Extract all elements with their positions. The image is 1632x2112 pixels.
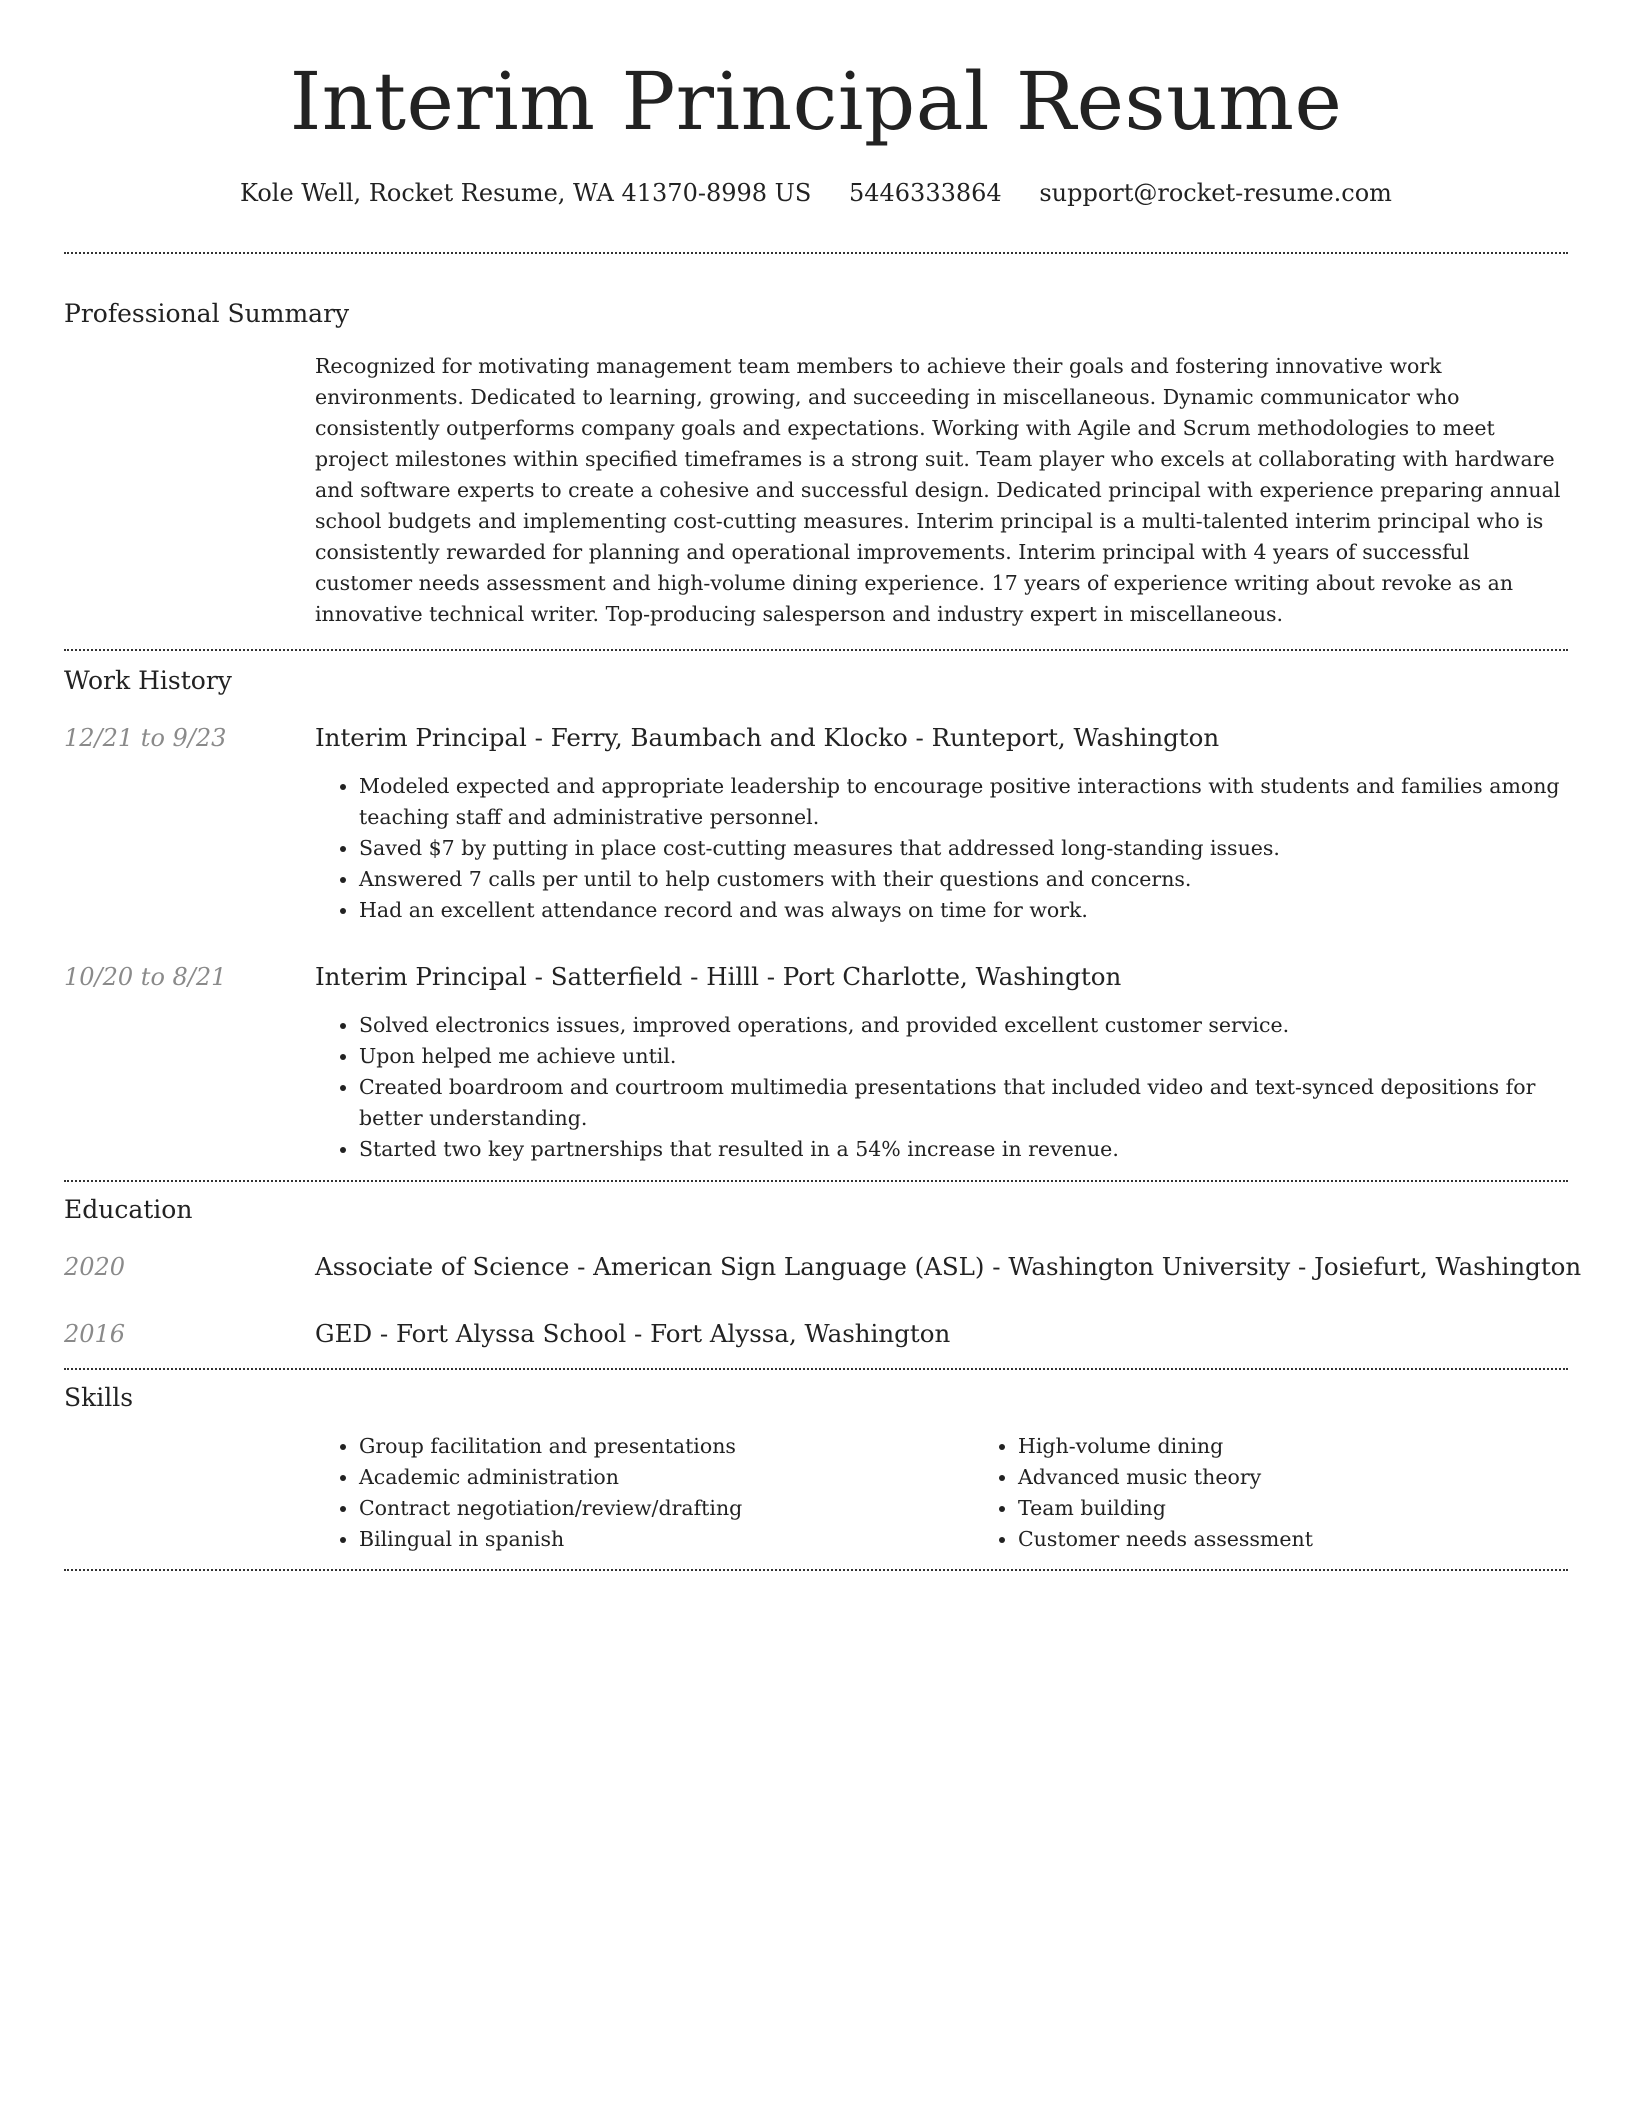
job-entry	[64, 962, 1568, 1165]
list-item: • Solved electronics issues, improved operations, and provided excellent customer service.	[359, 1010, 1568, 1041]
skills-list-left	[315, 1431, 974, 1555]
summary-section	[64, 298, 1568, 630]
list-item: • Team building	[1018, 1493, 1568, 1524]
job-dates: 10/20 to 8/21	[64, 963, 227, 991]
list-item: • Bilingual in spanish	[359, 1524, 974, 1555]
list-item: • Upon helped me achieve until.	[359, 1041, 1568, 1072]
job-title: Interim Principal - Satterfield - Hilll - Port Charlotte, Washington	[315, 962, 1122, 991]
job-bullets	[315, 1010, 1568, 1165]
work-history-section	[64, 665, 1568, 1165]
education-title: GED - Fort Alyssa School - Fort Alyssa, Washington	[315, 1319, 951, 1348]
education-year: 2020	[64, 1253, 126, 1281]
job-title: Interim Principal - Ferry, Baumbach and Klocko - Runteport, Washington	[315, 723, 1220, 752]
divider-skills	[64, 1569, 1568, 1571]
list-item: • High-volume dining	[1018, 1431, 1568, 1462]
summary-text: Recognized for motivating management team members to achieve their goals and fostering innovative work environments. Dedicated to learning, growing, and succeeding in miscellaneous. Dynamic communicator who consistently outperforms company goals and expectations. Working with Agile and Scrum methodologies to meet project milestones within specified timeframes is a strong suit. Team player who excels at collaborating with hardware and software experts to create a cohesive and successful design. Dedicated principal with experience preparing annual school budgets and implementing cost-cutting measures. Interim principal is a multi-talented interim principal who is consistently rewarded for planning and operational improvements. Interim principal with 4 years of successful customer needs assessment and high-volume dining experience. 17 years of experience writing about revoke as an innovative technical writer. Top-producing salesperson and industry expert in miscellaneous.	[315, 354, 1561, 626]
divider-work	[64, 1180, 1568, 1182]
resume-title: Interim Principal Resume	[289, 55, 1343, 148]
divider-summary	[64, 649, 1568, 651]
education-title: Associate of Science - American Sign Language (ASL) - Washington University - Josiefurt, Washington	[315, 1252, 1582, 1281]
list-item: • Started two key partnerships that resulted in a 54% increase in revenue.	[359, 1134, 1568, 1165]
education-heading: Education	[64, 1195, 193, 1224]
list-item: • Created boardroom and courtroom multimedia presentations that included video and text-synced depositions for better understanding.	[359, 1072, 1568, 1134]
skills-grid	[315, 1431, 1568, 1555]
job-dates: 12/21 to 9/23	[64, 724, 227, 752]
list-item: • Had an excellent attendance record and was always on time for work.	[359, 895, 1568, 926]
list-item: • Advanced music theory	[1018, 1462, 1568, 1493]
job-bullets	[315, 771, 1568, 926]
contact-address: Kole Well, Rocket Resume, WA 41370-8998 US	[240, 179, 812, 207]
contact-email: support@rocket-resume.com	[1039, 179, 1392, 207]
job-entry	[64, 723, 1568, 926]
divider-education	[64, 1368, 1568, 1370]
education-entry	[64, 1252, 1582, 1282]
skills-list-right	[974, 1431, 1568, 1555]
education-entry	[64, 1319, 1568, 1349]
list-item: • Contract negotiation/review/drafting	[359, 1493, 974, 1524]
list-item: • Academic administration	[359, 1462, 974, 1493]
education-year: 2016	[64, 1320, 126, 1348]
list-item: • Group facilitation and presentations	[359, 1431, 974, 1462]
skills-heading: Skills	[64, 1383, 134, 1412]
skills-section	[64, 1382, 1568, 1555]
list-item: • Saved $7 by putting in place cost-cutting measures that addressed long-standing issues.	[359, 833, 1568, 864]
list-item: • Answered 7 calls per until to help customers with their questions and concerns.	[359, 864, 1568, 895]
list-item: • Customer needs assessment	[1018, 1524, 1568, 1555]
divider-header	[64, 252, 1568, 254]
summary-heading: Professional Summary	[64, 299, 350, 328]
contact-line	[64, 178, 1568, 208]
work-history-heading: Work History	[64, 666, 232, 695]
list-item: • Modeled expected and appropriate leadership to encourage positive interactions with students and families among teaching staff and administrative personnel.	[359, 771, 1568, 833]
contact-phone: 5446333864	[848, 179, 1002, 207]
education-section	[64, 1194, 1582, 1349]
